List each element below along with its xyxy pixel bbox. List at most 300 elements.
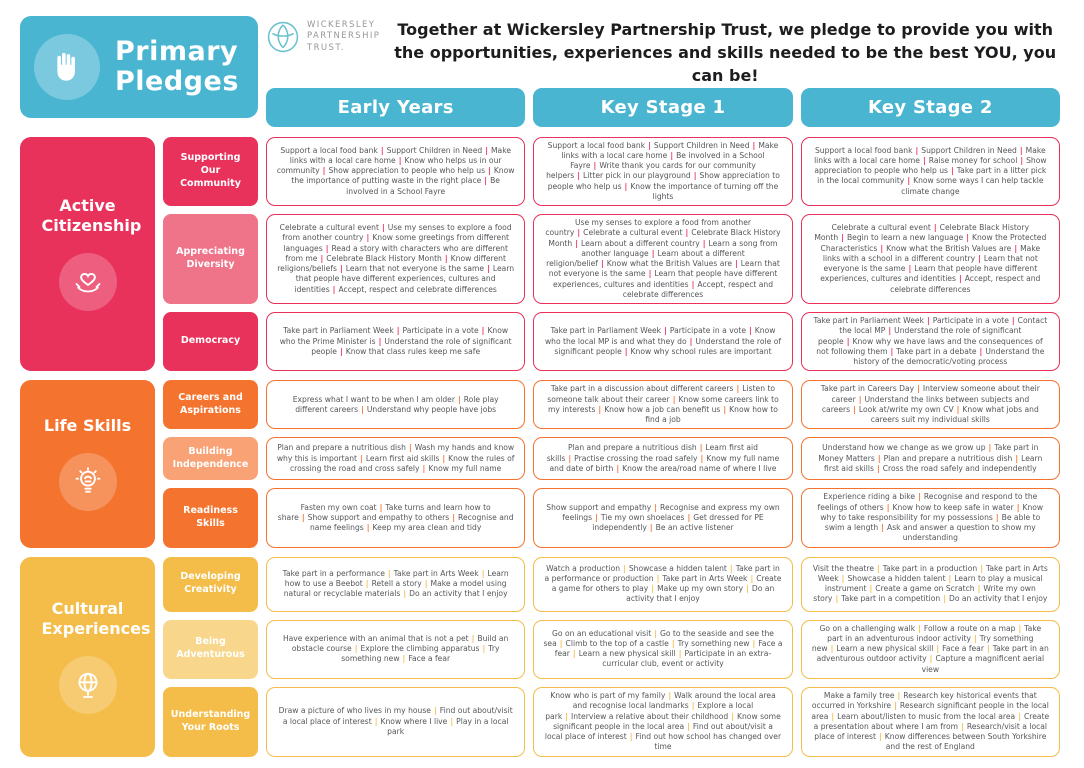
- pledge-item: Make a model using natural or recyclable materials: [283, 578, 507, 599]
- row-label-democracy: Democracy: [163, 312, 258, 371]
- pledge-item: Recognise and name feelings: [309, 512, 514, 533]
- pledge-separator: |: [595, 512, 598, 522]
- pledge-separator: |: [936, 644, 940, 654]
- pledge-separator: |: [831, 711, 835, 721]
- pledge-separator: |: [452, 512, 456, 522]
- pledge-item: Show appreciation to people who help us: [547, 171, 780, 191]
- band-life-skills: [20, 380, 1060, 547]
- pledge-separator: |: [1014, 243, 1018, 253]
- pledge-hand-icon: [34, 34, 100, 100]
- pledge-item: Build an obstacle course: [291, 633, 509, 654]
- pledge-item: Learn that not everyone is the same: [823, 253, 1038, 274]
- pledge-item: Explore a local park: [545, 701, 754, 721]
- category-life-skills: [20, 380, 155, 547]
- pledge-item: Take part in Parliament Week: [813, 316, 924, 326]
- pledge-item: Know what jobs and careers suit my individual skills: [870, 404, 1039, 425]
- pledge-item: Know the rules of crossing the road and cross safely: [289, 453, 515, 473]
- pledge-separator: |: [381, 223, 385, 233]
- pledge-separator: |: [918, 492, 921, 502]
- pledge-item: Take part in a litter pick in the local community: [817, 166, 1047, 186]
- pledge-separator: |: [995, 512, 999, 522]
- pledge-item: Know why we have laws and the consequences of not following them: [816, 336, 1043, 356]
- pledge-separator: |: [387, 568, 391, 578]
- pledge-separator: |: [379, 502, 383, 512]
- pledge-item: Accept, respect and celebrate differences: [338, 284, 497, 294]
- pledge-separator: |: [656, 573, 660, 583]
- pledge-item: Know different religions/beliefs: [277, 253, 506, 274]
- pledge-cell-being-adventurous-key-stage-2: [801, 620, 1060, 679]
- pledge-separator: |: [374, 716, 378, 726]
- pledge-item: Learn a new physical skill: [836, 644, 934, 654]
- pledge-separator: |: [365, 578, 369, 588]
- pledge-grid: [20, 137, 1060, 757]
- pledge-separator: |: [750, 573, 754, 583]
- pledge-item: Learn first aid skills: [824, 453, 1043, 473]
- pledge-item: Do an activity that I enjoy: [626, 584, 775, 604]
- pledge-separator: |: [593, 161, 597, 171]
- pledge-separator: |: [830, 644, 834, 654]
- pledge-separator: |: [858, 394, 862, 404]
- pledge-item: Support a local food bank: [280, 145, 378, 155]
- pledge-item: Support Children in Need: [386, 145, 483, 155]
- pledge-item: Retell a story: [371, 578, 422, 588]
- pledge-separator: |: [689, 336, 693, 346]
- pledge-item: Play in a local park: [387, 716, 509, 736]
- pledge-separator: |: [678, 649, 682, 659]
- pledge-separator: |: [485, 145, 488, 155]
- pledge-item: Create a game on Scratch: [875, 584, 975, 594]
- pledge-cell-building-independence-key-stage-1: [533, 437, 792, 480]
- pledge-item: Participate in an extra-curricular club, event or activity: [602, 649, 772, 669]
- pledge-separator: |: [841, 573, 845, 583]
- pledge-item: Learn how to use a Beebot: [284, 568, 509, 588]
- pledge-separator: |: [488, 166, 491, 176]
- pledge-item: Plan and prepare a nutritious dish: [883, 453, 1013, 463]
- pledge-separator: |: [332, 284, 336, 294]
- pledge-item: Celebrate a cultural event: [831, 223, 931, 233]
- pledge-item: Write thank you cards for our community helpers: [546, 161, 756, 181]
- pledge-separator: |: [398, 155, 402, 165]
- pledge-item: Cross the road safely and independently: [882, 463, 1037, 473]
- pledge-item: Create a game for others to play: [551, 573, 782, 594]
- lightbulb-icon: [59, 453, 117, 511]
- pledge-cell-appreciating-diversity-key-stage-1: [533, 214, 792, 304]
- pledge-item: Take part in a production: [882, 563, 978, 573]
- pledge-separator: |: [577, 171, 581, 181]
- pledge-separator: |: [487, 264, 490, 274]
- pledge-separator: |: [671, 638, 675, 648]
- pledge-item: Recognise and express my own feelings: [562, 502, 780, 522]
- pledge-item: Learn about/listen to music from the local area: [837, 711, 1016, 721]
- pledge-separator: |: [654, 628, 657, 638]
- pledge-item: Walk around the local area and recognise local landmarks: [572, 691, 776, 711]
- band-active-citizenship: [20, 137, 1060, 372]
- pledge-item: Take part in Parliament Week: [550, 326, 662, 336]
- pledge-item: Know my full name and date of birth: [549, 453, 780, 473]
- pledge-separator: |: [1015, 453, 1019, 463]
- category-title: Cultural Experiences: [41, 599, 151, 639]
- pledge-separator: |: [396, 326, 400, 336]
- pledge-item: Do an activity that I enjoy: [409, 589, 508, 599]
- pledge-separator: |: [752, 638, 756, 648]
- pledge-item: Research significant people in the local area: [811, 701, 1049, 721]
- pledge-separator: |: [670, 150, 674, 160]
- pledge-separator: |: [339, 264, 343, 274]
- pledge-item: Try something new: [341, 644, 500, 664]
- row-label-careers-and-aspirations: Careers and Aspirations: [163, 380, 258, 429]
- pledge-separator: |: [723, 404, 727, 414]
- pledge-item: Know what the British Values are: [886, 243, 1012, 253]
- pledge-separator: |: [890, 346, 894, 356]
- pledge-cell-democracy-early-years: [266, 312, 525, 371]
- pledge-item: Take part in a debate: [896, 346, 977, 356]
- pledge-separator: |: [325, 243, 329, 253]
- pledge-item: Know that class rules keep me safe: [345, 346, 481, 356]
- pledge-item: Show support and empathy to others: [307, 512, 450, 522]
- pledge-item: Support Children in Need: [653, 140, 750, 150]
- pledge-separator: |: [735, 259, 738, 269]
- pledge-item: Fasten my own coat: [300, 502, 377, 512]
- pledge-separator: |: [568, 453, 572, 463]
- pledge-separator: |: [629, 732, 633, 742]
- pledge-item: Know some careers link to my interests: [548, 394, 779, 414]
- pledge-separator: |: [978, 253, 981, 263]
- pledge-cell-careers-and-aspirations-early-years: [266, 380, 525, 429]
- pledge-item: Learn that people have different experiences, cultures and identities: [552, 269, 778, 289]
- pledge-item: Be able to swim a length: [824, 512, 1041, 533]
- pledge-separator: |: [966, 233, 969, 243]
- pledge-separator: |: [835, 594, 839, 604]
- pledge-item: Take part in Arts Week: [662, 573, 748, 583]
- pledge-separator: |: [360, 453, 363, 463]
- pledge-separator: |: [457, 394, 461, 404]
- pledge-separator: |: [481, 326, 485, 336]
- pledge-separator: |: [471, 633, 475, 643]
- pledge-item: Role play different careers: [295, 394, 499, 414]
- pledge-item: Take turns and learn how to share: [277, 502, 491, 522]
- pledge-cell-developing-creativity-key-stage-1: [533, 557, 792, 612]
- pledge-cell-appreciating-diversity-early-years: [266, 214, 525, 304]
- pledge-item: Do an activity that I enjoy: [948, 594, 1048, 604]
- pledge-item: Take part in a discussion about different careers: [550, 384, 734, 394]
- pledge-cell-democracy-key-stage-1: [533, 312, 792, 371]
- pledge-separator: |: [908, 264, 912, 274]
- pledge-item: Face a fear: [942, 644, 984, 654]
- pledge-separator: |: [749, 326, 752, 336]
- pledge-item: Know how to find a job: [645, 404, 778, 425]
- pledge-item: Celebrate a cultural event: [279, 223, 379, 233]
- pledge-item: Understand the links between subjects and careers: [821, 394, 1030, 414]
- pledge-item: Visit the theatre: [812, 563, 875, 573]
- pledge-separator: |: [986, 644, 990, 654]
- pledge-item: Research/visit a local place of interest: [814, 721, 1048, 742]
- pledge-separator: |: [654, 502, 658, 512]
- pledge-item: Ask and answer a question to show my understanding: [887, 523, 1036, 543]
- pledge-item: Write my own story: [813, 584, 1036, 604]
- pledge-separator: |: [948, 573, 952, 583]
- pledge-cell-careers-and-aspirations-key-stage-2: [801, 380, 1060, 429]
- pledge-item: Learn first aid skills: [546, 443, 758, 463]
- row-label-understanding-your-roots: Understanding Your Roots: [163, 687, 258, 757]
- pledge-separator: |: [980, 563, 983, 573]
- pledge-item: Plan and prepare a nutritious dish: [277, 443, 406, 453]
- pledge-separator: |: [1018, 623, 1022, 633]
- pledge-item: Experience riding a bike: [823, 492, 916, 502]
- pledge-cell-understanding-your-roots-key-stage-2: [801, 687, 1060, 757]
- pledge-item: Contact the local MP: [839, 316, 1048, 336]
- pledge-separator: |: [979, 346, 983, 356]
- pledge-cell-readiness-skills-key-stage-1: [533, 488, 792, 547]
- pledge-item: Know who the Prime Minister is: [279, 326, 509, 346]
- pledge-item: Be involved in a School Fayre: [346, 176, 500, 196]
- pledge-item: Raise money for school: [928, 155, 1018, 165]
- pledge-item: Climb to the top of a castle: [565, 638, 669, 648]
- pledge-separator: |: [752, 140, 756, 150]
- pledge-item: Know why to take responsibility for my possessions: [820, 502, 1044, 522]
- hands-heart-icon: [59, 253, 117, 311]
- pledge-separator: |: [651, 584, 655, 594]
- pledge-item: Find out how school has changed over time: [635, 732, 782, 752]
- pledge-separator: |: [572, 649, 576, 659]
- pledge-item: Learn that not everyone is the same: [345, 264, 485, 274]
- pledge-item: Go on an educational visit: [552, 628, 652, 638]
- pledge-separator: |: [736, 384, 740, 394]
- pledge-item: Celebrate Black History Month: [326, 253, 442, 263]
- pledge-item: Celebrate Black History Month: [548, 228, 781, 248]
- pledge-separator: |: [378, 336, 382, 346]
- pledge-separator: |: [943, 594, 946, 604]
- pledge-item: Face a fear: [554, 638, 783, 659]
- pledge-cell-supporting-our-community-early-years: [266, 137, 525, 207]
- pledge-item: Take part in an adventurous indoor activity: [827, 623, 1042, 643]
- pledge-separator: |: [933, 223, 937, 233]
- pledge-separator: |: [922, 155, 926, 165]
- pledge-item: Learn about a different religion/belief: [546, 248, 745, 269]
- pledge-item: Watch a production: [546, 563, 621, 573]
- pledge-separator: |: [699, 443, 703, 453]
- pledge-item: Learn first aid skills: [365, 453, 440, 463]
- pledge-cell-building-independence-early-years: [266, 437, 525, 480]
- pledge-item: Be an active listener: [655, 523, 734, 533]
- pledge-item: Understand why people have jobs: [366, 404, 497, 414]
- pledge-item: Be involved in a School Fayre: [570, 150, 765, 171]
- pledge-separator: |: [729, 563, 733, 573]
- pledge-separator: |: [877, 453, 881, 463]
- pledge-separator: |: [1016, 502, 1020, 512]
- pledge-cell-understanding-your-roots-key-stage-1: [533, 687, 792, 757]
- pledge-separator: |: [623, 563, 626, 573]
- pledge-separator: |: [926, 316, 930, 326]
- primary-pledges-banner: [20, 16, 258, 118]
- pledge-separator: |: [422, 463, 426, 473]
- pledge-separator: |: [366, 233, 370, 243]
- pledge-separator: |: [624, 346, 628, 356]
- pledge-item: Know my full name: [428, 463, 502, 473]
- pledge-item: Participate in a vote: [932, 316, 1009, 326]
- pledge-item: Learn a song from another language: [581, 238, 778, 258]
- pledge-item: Support a local food bank: [547, 140, 646, 150]
- header-right: [266, 16, 1060, 127]
- pledge-cell-supporting-our-community-key-stage-2: [801, 137, 1060, 207]
- pledge-separator: |: [433, 706, 437, 716]
- pledge-separator: |: [651, 248, 655, 258]
- pledge-item: Read a story with characters who are different from me: [285, 243, 508, 263]
- pledge-item: Understand the role of significant people: [554, 336, 782, 356]
- pledge-separator: |: [888, 326, 892, 336]
- pledge-item: Practise crossing the road safely: [574, 453, 698, 463]
- pledge-separator: |: [897, 691, 901, 701]
- pledge-cell-building-independence-key-stage-2: [801, 437, 1060, 480]
- poster-title: Primary Pledges: [115, 36, 239, 97]
- pledge-separator: |: [746, 584, 749, 594]
- pledge-separator: |: [366, 523, 370, 533]
- pledge-item: Plan and prepare a nutritious dish: [567, 443, 697, 453]
- pledge-separator: |: [929, 654, 933, 664]
- trust-logo-text: WICKERSLEY PARTNERSHIP TRUST.: [307, 20, 381, 53]
- pledge-item: Make links with a local care home: [561, 140, 779, 160]
- pledge-separator: |: [951, 166, 954, 176]
- trust-logo-mark-icon: [266, 20, 300, 54]
- pledge-item: Make links with a local care home: [814, 145, 1046, 165]
- pledge-separator: |: [484, 176, 488, 186]
- pledge-item: Take part in Parliament Week: [283, 326, 394, 336]
- pledge-separator: |: [380, 145, 384, 155]
- pledge-separator: |: [731, 711, 735, 721]
- pledge-item: Know differences between South Yorkshire and the rest of England: [884, 732, 1047, 752]
- pledge-separator: |: [958, 274, 962, 284]
- pledge-separator: |: [320, 253, 324, 263]
- pledge-separator: |: [442, 453, 446, 463]
- pledge-separator: |: [424, 578, 428, 588]
- pledge-separator: |: [700, 453, 704, 463]
- pledge-separator: |: [575, 238, 579, 248]
- pledge-item: Know the area/road name of where I live: [622, 463, 777, 473]
- category-cultural-experiences: [20, 557, 155, 757]
- pledge-item: Express what I want to be when I am older: [292, 394, 455, 404]
- pledge-item: Learn that not everyone is the same: [548, 259, 780, 279]
- pledge-separator: |: [559, 638, 563, 648]
- pledge-cell-being-adventurous-key-stage-1: [533, 620, 792, 679]
- pledge-separator: |: [444, 253, 448, 263]
- pledge-item: Know why school rules are important: [630, 346, 772, 356]
- pledge-item: Interview a relative about their childhood: [571, 711, 729, 721]
- pledge-item: Try something new: [677, 638, 750, 648]
- pledge-cell-readiness-skills-key-stage-2: [801, 488, 1060, 547]
- pledge-item: Tie my own shoelaces: [600, 512, 685, 522]
- column-header-early-years: Early Years: [266, 88, 525, 127]
- pledge-item: Interview someone about their career: [831, 384, 1040, 404]
- pledge-item: Know some greetings from different languages: [283, 233, 510, 253]
- pledge-cell-readiness-skills-early-years: [266, 488, 525, 547]
- pledge-item: Wash my hands and know why this is important: [276, 443, 515, 463]
- pledge-item: Learn about a different country: [581, 238, 700, 248]
- pledge-item: Find out about/visit a local place of interest: [282, 706, 513, 726]
- pledge-cell-understanding-your-roots-early-years: [266, 687, 525, 757]
- pledge-item: Showcase a hidden talent: [628, 563, 727, 573]
- pledge-separator: |: [1018, 711, 1021, 721]
- pledge-separator: |: [988, 443, 992, 453]
- pledge-separator: |: [869, 584, 873, 594]
- pledge-item: Know where I live: [380, 716, 448, 726]
- pledge-separator: |: [408, 443, 412, 453]
- pledge-item: Showcase a hidden talent: [847, 573, 946, 583]
- pledge-separator: |: [693, 171, 697, 181]
- pledge-separator: |: [598, 404, 602, 414]
- pledge-separator: |: [687, 721, 690, 731]
- pledge-cell-supporting-our-community-key-stage-1: [533, 137, 792, 207]
- pledge-item: Know how to keep safe in water: [892, 502, 1014, 512]
- band-cultural-experiences: [20, 557, 1060, 757]
- pledge-item: Listen to someone talk about their career: [547, 384, 776, 404]
- pledge-separator: |: [450, 716, 454, 726]
- row-label-supporting-our-community: Supporting Our Community: [163, 137, 258, 207]
- pledge-item: Litter pick in our playground: [583, 171, 691, 181]
- trust-logo: [266, 16, 380, 54]
- pledge-cell-being-adventurous-early-years: [266, 620, 525, 679]
- pledge-item: Know who helps us in our community: [276, 155, 502, 176]
- pledge-item: Participate in a vote: [402, 326, 479, 336]
- pledge-separator: |: [879, 732, 882, 742]
- pledge-cell-developing-creativity-early-years: [266, 557, 525, 612]
- pledge-separator: |: [672, 394, 676, 404]
- pledge-item: Accept, respect and celebrate differences: [622, 279, 774, 299]
- pledge-item: Make links with a school in a different country: [822, 243, 1041, 263]
- pledge-separator: |: [894, 701, 897, 711]
- pledge-item: Understand the history of the democratic/voting process: [853, 346, 1045, 367]
- pledge-item: Find out about/visit a local place of interest: [544, 721, 773, 742]
- pledge-item: Know what the British Values are: [606, 259, 732, 269]
- pledge-item: Learn a new physical skill: [578, 649, 676, 659]
- pledge-item: Learn that people have different experiences, cultures and identities: [294, 264, 515, 294]
- pledge-cell-developing-creativity-key-stage-2: [801, 557, 1060, 612]
- pledge-item: Support a local food bank: [814, 145, 913, 155]
- row-label-being-adventurous: Being Adventurous: [163, 620, 258, 679]
- pledge-separator: |: [877, 563, 880, 573]
- pledge-item: Explore the climbing apparatus: [360, 644, 480, 654]
- pledge-item: Get dressed for PE independently: [592, 512, 764, 533]
- pledge-item: Use my senses to explore a food from another country: [282, 223, 512, 243]
- pledge-separator: |: [482, 644, 486, 654]
- pledge-item: Know how a job can benefit us: [604, 404, 721, 414]
- pledge-separator: |: [961, 721, 964, 731]
- pledge-item: Know the Protected Characteristics: [820, 233, 1047, 253]
- pledge-item: Know some significant people in the local area: [553, 711, 781, 731]
- pledge-statement: Together at Wickersley Partnership Trust, we pledge to provide you with the opportunities, experiences and skills needed to be the best YOU, you can be!: [394, 20, 1057, 86]
- pledge-separator: |: [339, 346, 343, 356]
- pledge-separator: |: [685, 228, 689, 238]
- pledge-separator: |: [481, 568, 485, 578]
- pledge-separator: |: [565, 711, 568, 721]
- pledge-item: Have experience with an animal that is not a pet: [282, 633, 469, 643]
- category-title: Life Skills: [43, 416, 132, 436]
- pledge-separator: |: [973, 633, 977, 643]
- pledge-cell-careers-and-aspirations-key-stage-1: [533, 380, 792, 429]
- pledge-separator: |: [1020, 155, 1024, 165]
- pledge-item: Know the importance of putting waste in the right place: [291, 166, 515, 186]
- pledge-item: Make up my own story: [657, 584, 744, 594]
- pledge-separator: |: [1011, 316, 1015, 326]
- pledge-separator: |: [664, 326, 667, 336]
- pledge-item: Follow a route on a map: [923, 623, 1016, 633]
- pledge-separator: |: [917, 384, 920, 394]
- pledge-separator: |: [853, 404, 856, 414]
- pledge-item: Recognise and respond to the feelings of others: [817, 492, 1038, 512]
- pledge-item: Take part in Arts Week: [817, 563, 1048, 583]
- pledge-separator: |: [956, 404, 960, 414]
- pledge-item: Look at/write my own CV: [858, 404, 954, 414]
- pledge-item: Begin to learn a new language: [846, 233, 964, 243]
- pledge-item: Show support and empathy: [546, 502, 652, 512]
